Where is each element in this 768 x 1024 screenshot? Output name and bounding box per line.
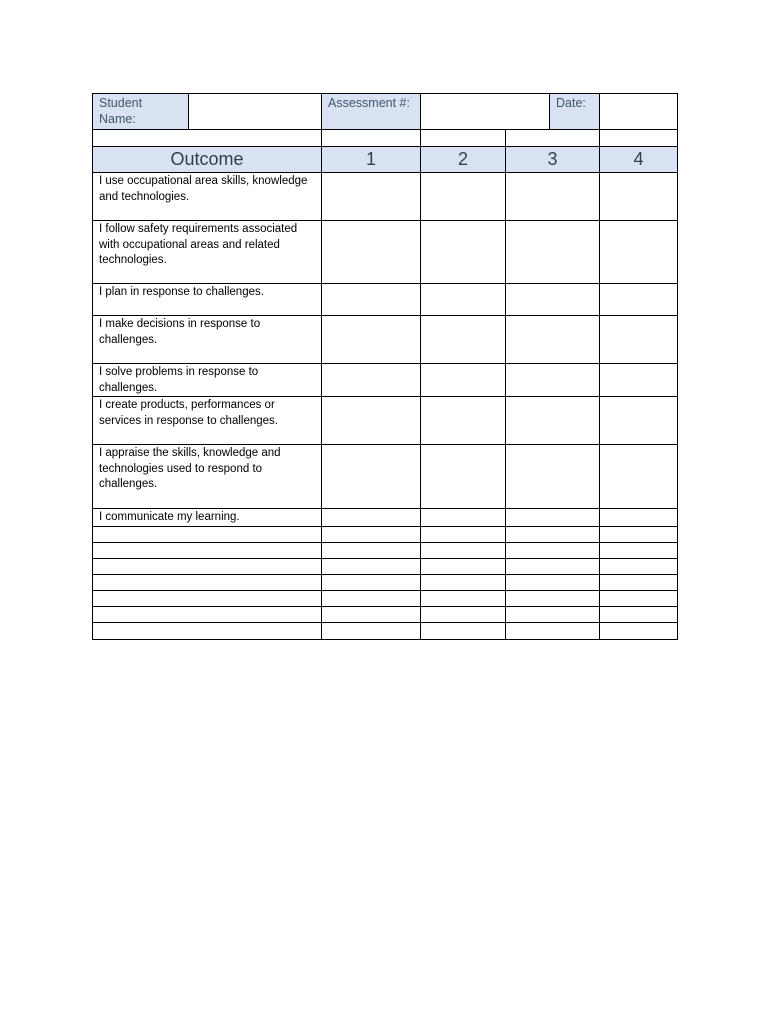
- blank-cell[interactable]: [93, 526, 322, 542]
- rating-cell[interactable]: [421, 173, 506, 221]
- blank-cell[interactable]: [322, 558, 421, 574]
- blank-cell[interactable]: [322, 622, 421, 639]
- level-1-header: 1: [322, 147, 421, 173]
- rating-cell[interactable]: [600, 509, 678, 527]
- rating-cell[interactable]: [506, 364, 600, 397]
- rating-cell[interactable]: [421, 445, 506, 509]
- rating-cell[interactable]: [506, 397, 600, 445]
- outcome-row: [93, 509, 678, 527]
- blank-cell[interactable]: [506, 622, 600, 639]
- level-2-header: 2: [421, 147, 506, 173]
- blank-cell[interactable]: [506, 558, 600, 574]
- outcome-row: [93, 397, 678, 445]
- blank-cell[interactable]: [93, 606, 322, 622]
- rating-cell[interactable]: [506, 173, 600, 221]
- blank-cell[interactable]: [93, 558, 322, 574]
- blank-cell[interactable]: [600, 590, 678, 606]
- student-name-field[interactable]: [189, 94, 322, 130]
- rating-cell[interactable]: [600, 284, 678, 316]
- blank-cell[interactable]: [506, 542, 600, 558]
- student-name-label: Student Name:: [93, 94, 189, 130]
- blank-cell[interactable]: [421, 606, 506, 622]
- outcome-text: I communicate my learning.: [93, 509, 322, 527]
- date-label: Date:: [550, 94, 600, 130]
- rating-cell[interactable]: [600, 221, 678, 284]
- outcome-row: [93, 173, 678, 221]
- assessment-table: [92, 93, 678, 640]
- rating-cell[interactable]: [506, 509, 600, 527]
- blank-cell[interactable]: [600, 606, 678, 622]
- outcome-row: [93, 316, 678, 364]
- spacer-cell: [322, 130, 421, 147]
- rating-cell[interactable]: [421, 316, 506, 364]
- rating-cell[interactable]: [600, 316, 678, 364]
- outcome-text: I appraise the skills, knowledge and technologies used to respond to challenges.: [93, 445, 322, 509]
- rating-cell[interactable]: [322, 397, 421, 445]
- blank-cell[interactable]: [322, 606, 421, 622]
- outcome-row: [93, 221, 678, 284]
- rating-cell[interactable]: [322, 284, 421, 316]
- blank-cell[interactable]: [506, 526, 600, 542]
- blank-row: [93, 622, 678, 639]
- blank-cell[interactable]: [600, 574, 678, 590]
- outcome-text: I create products, performances or services in response to challenges.: [93, 397, 322, 445]
- spacer-cell: [600, 130, 678, 147]
- date-field[interactable]: [600, 94, 678, 130]
- blank-cell[interactable]: [322, 590, 421, 606]
- blank-row: [93, 558, 678, 574]
- spacer-cell: [93, 130, 322, 147]
- blank-cell[interactable]: [421, 590, 506, 606]
- outcome-text: I plan in response to challenges.: [93, 284, 322, 316]
- assessment-number-label: Assessment #:: [322, 94, 421, 130]
- blank-row: [93, 606, 678, 622]
- rating-cell[interactable]: [506, 284, 600, 316]
- outcome-text: I make decisions in response to challenges.: [93, 316, 322, 364]
- blank-cell[interactable]: [600, 526, 678, 542]
- blank-cell[interactable]: [600, 622, 678, 639]
- outcome-row: [93, 284, 678, 316]
- blank-cell[interactable]: [506, 590, 600, 606]
- rating-cell[interactable]: [421, 364, 506, 397]
- rating-cell[interactable]: [322, 445, 421, 509]
- spacer-cell: [506, 130, 600, 147]
- blank-row: [93, 526, 678, 542]
- blank-cell[interactable]: [322, 526, 421, 542]
- blank-row: [93, 542, 678, 558]
- blank-cell[interactable]: [93, 590, 322, 606]
- blank-row: [93, 590, 678, 606]
- blank-cell[interactable]: [421, 526, 506, 542]
- rating-cell[interactable]: [506, 316, 600, 364]
- spacer-row: [93, 130, 678, 147]
- rating-cell[interactable]: [421, 284, 506, 316]
- rating-cell[interactable]: [600, 173, 678, 221]
- blank-cell[interactable]: [421, 622, 506, 639]
- rating-cell[interactable]: [322, 316, 421, 364]
- column-header-row: [93, 147, 678, 173]
- rating-cell[interactable]: [506, 445, 600, 509]
- outcome-text: I use occupational area skills, knowledge and technologies.: [93, 173, 322, 221]
- rating-cell[interactable]: [322, 509, 421, 527]
- blank-cell[interactable]: [93, 622, 322, 639]
- blank-cell[interactable]: [421, 542, 506, 558]
- level-4-header: 4: [600, 147, 678, 173]
- blank-cell[interactable]: [506, 574, 600, 590]
- blank-cell[interactable]: [600, 542, 678, 558]
- blank-cell[interactable]: [93, 542, 322, 558]
- outcome-text: I solve problems in response to challenges.: [93, 364, 322, 397]
- rating-cell[interactable]: [421, 221, 506, 284]
- spacer-cell: [421, 130, 506, 147]
- rating-cell[interactable]: [600, 364, 678, 397]
- rating-cell[interactable]: [600, 397, 678, 445]
- rating-cell[interactable]: [506, 221, 600, 284]
- outcome-text: I follow safety requirements associated with occupational areas and related technologies.: [93, 221, 322, 284]
- blank-cell[interactable]: [421, 574, 506, 590]
- rating-cell[interactable]: [421, 509, 506, 527]
- rating-cell[interactable]: [421, 397, 506, 445]
- info-row: [93, 94, 678, 130]
- level-3-header: 3: [506, 147, 600, 173]
- outcome-column-header: Outcome: [93, 147, 322, 173]
- rating-cell[interactable]: [322, 221, 421, 284]
- rating-cell[interactable]: [322, 364, 421, 397]
- rating-cell[interactable]: [322, 173, 421, 221]
- blank-cell[interactable]: [322, 542, 421, 558]
- blank-cell[interactable]: [93, 574, 322, 590]
- blank-cell[interactable]: [322, 574, 421, 590]
- blank-cell[interactable]: [506, 606, 600, 622]
- blank-cell[interactable]: [421, 558, 506, 574]
- blank-row: [93, 574, 678, 590]
- rating-cell[interactable]: [600, 445, 678, 509]
- assessment-number-field[interactable]: [421, 94, 550, 130]
- outcome-row: [93, 364, 678, 397]
- blank-cell[interactable]: [600, 558, 678, 574]
- outcome-row: [93, 445, 678, 509]
